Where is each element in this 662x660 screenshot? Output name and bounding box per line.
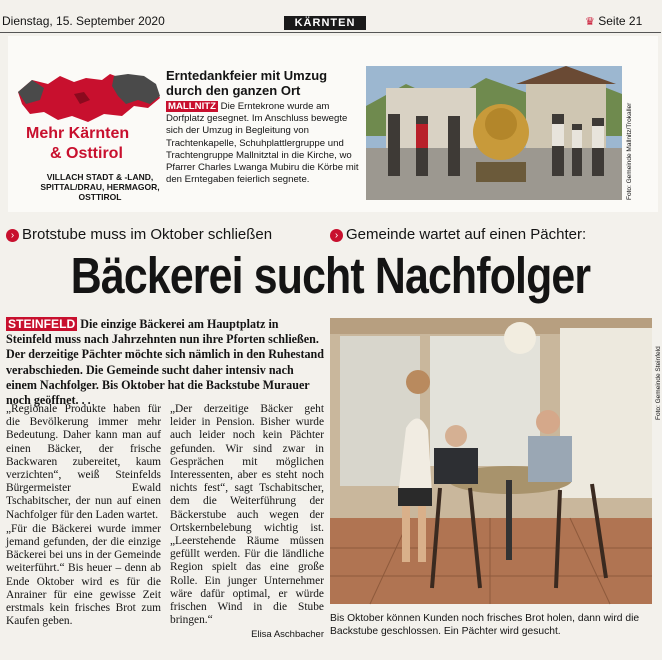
header-rule — [0, 32, 661, 33]
crown-icon: ♛ — [585, 16, 595, 28]
article-author: Elisa Aschbacher — [251, 629, 324, 641]
section-label: KÄRNTEN — [284, 16, 366, 30]
kicker-left — [6, 226, 272, 243]
article-headline: Bäckerei sucht Nachfolger — [70, 247, 591, 304]
article-paragraph: „Für die Bäckerei wurde immer jemand gefunden, der die einzige Bäckerei bei uns in der Gemeinde weiterführt.“ Bis heuer – denn ab Ende Oktober wird es für die Anrainer für eine gewisse Zeit erstmals kein frisches Brot zum Kaufen geben. — [6, 522, 161, 628]
harvest-festival-photo — [366, 66, 622, 200]
regional-title: Mehr Kärnten — [26, 125, 130, 142]
teaser-location: MALLNITZ — [168, 101, 216, 112]
teaser-photo-credit: Foto: Gemeinde Mallnitz/Trokaller — [626, 102, 633, 200]
article-column-2 — [170, 403, 324, 642]
article-column-1 — [6, 403, 161, 628]
article-photo-credit: Foto: Gemeinde Steinfeld — [655, 346, 662, 420]
kicker-left-text: Brotstube muss im Oktober schließen — [22, 226, 273, 243]
page-number — [585, 14, 642, 28]
regional-regions: VILLACH STADT & -LAND, SPITTAL/DRAU, HERMAGOR, OSTTIROL — [40, 172, 160, 202]
carinthia-map-icon — [14, 70, 164, 128]
teaser-text: Die Erntekrone wurde am Dorfplatz gesegnet. Im Anschluss bewegte sich der Umzug in Begleitung von Trachtenkapelle, Schuhplattlergruppe und Trachtengruppe Mallnitztal in die Kirche, wo Pfarrer Charles Lwanga Mubiru die Körbe mit den Erntegaben feierlich segnete. — [166, 101, 359, 186]
kicker-right — [330, 226, 586, 243]
article-paragraph: „Regionale Produkte haben für die Bevölkerung immer mehr Bedeutung. Daher kann man auf einen Bäcker, der frische Backwaren zubereitet, kaum verzichten“, weiß Steinfelds Bürgermeister Ewald Tschabitscher, der nun auf einen Nachfolger für den Laden wartet. — [6, 403, 161, 521]
article-lead — [6, 317, 324, 408]
article-lead-text: Die einzige Bäckerei am Hauptplatz in Steinfeld muss nach Jahrzehnten nun ihre Pforten schließen. Der derzeitige Pächter möchte sich nämlich in den Ruhestand verabschieden. Die Gemeinde sucht daher intensiv nach einem Nachfolger. Bis Oktober hat die Backstube Murauer noch geöffnet. . . — [6, 317, 324, 408]
chevron-right-icon: › — [6, 229, 19, 242]
photo-caption: Bis Oktober können Kunden noch frisches Brot holen, dann wird die Backstube geschlossen. Ein Pächter wird gesucht. — [330, 613, 640, 637]
regional-subtitle: & Osttirol — [50, 145, 123, 162]
page-number-text: Seite 21 — [598, 14, 643, 28]
article-location: STEINFELD — [8, 317, 76, 331]
article-paragraph: „Der derzeitige Bäcker geht leider in Pension. Bisher wurde auch leider noch kein Pächter gefunden. Wir sind zwar in Gesprächen mit möglichen Interessenten, aber es steht noch nichts fest“, sagt Tschabitscher, dem die Weiterführung der Bäckerstube auch wegen der Ortskernbelebung wichtig ist. „Leerstehende Räume müssen gefüllt werden. Für die ländliche Region spielt das eine große Rolle. Ein junger Unternehmer wäre dafür optimal, er würde frischen Wind in die Stube bringen.“ — [170, 403, 324, 627]
teaser-body — [166, 101, 362, 186]
teaser-headline: Erntedankfeier mit Umzug durch den ganzen Ort — [166, 68, 328, 98]
page-date: Dienstag, 15. September 2020 — [2, 14, 165, 28]
chevron-right-icon: › — [330, 229, 343, 242]
kicker-right-text: Gemeinde wartet auf einen Pächter: — [346, 226, 587, 243]
bakery-photo — [330, 318, 652, 604]
